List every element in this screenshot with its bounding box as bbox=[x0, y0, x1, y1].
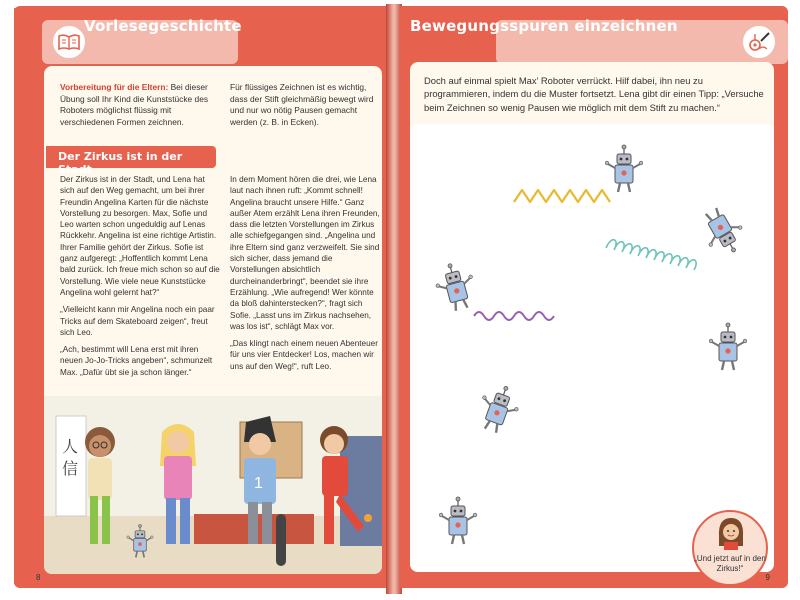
story-paragraph: Der Zirkus ist in der Stadt, und Lena hat sich auf den Weg gemacht, um bei ihrer Freundin Angelina Karten für die nächste Vorstellung zu besorgen. Max, Sofie und Leo warten schon ungeduldig auf Lenas Rückkehr. Angelina ist eine richtige Artistin. Ihrer Familie gehört der Zirkus. Sofie ist ganz aufgeregt: „Hoffentlich kommt Lena bald zurück. Ich freue mich schon so auf die Vorstellung. Wie viele neue Kunststücke Angelina wohl gelernt hat?“ bbox=[60, 175, 220, 297]
page-number: 8 bbox=[36, 573, 41, 582]
robot-icon bbox=[605, 145, 643, 192]
story-column-2 bbox=[230, 174, 380, 378]
book-icon bbox=[50, 23, 88, 61]
drawing-area[interactable] bbox=[410, 124, 774, 572]
page-title: Vorlesegeschichte bbox=[84, 17, 242, 35]
prep-text: Bei dieser Übung soll Ihr Kind die Kunststücke des Roboters möglichst flüssig mit verschiedenen Formen zeichnen. bbox=[60, 82, 209, 127]
story-paragraph: In dem Moment hören die drei, wie Lena laut nach ihnen ruft: „Kommt schnell! Angelina braucht unsere Hilfe.“ Ganz außer Atem erzählt Lena ihren Freunden, dass die letzten Vorstellungen im Zirkus alle schiefgegangen sind. „Angelina und ihre Eltern sind ganz verzweifelt. Sie sind sich sicher, dass jemand die Vorstellungen absichtlich durcheinanderbringt“, beendet sie ihre Erzählung. „Wie aufregend! Wer könnte da bloß dahinterstecken?“, fragt sich Sofie. „Lasst uns im Zirkus nachsehen, was los ist“, schlägt Max vor. bbox=[230, 175, 380, 331]
exercise-panel bbox=[410, 62, 774, 572]
right-page bbox=[400, 6, 788, 588]
loop-pattern bbox=[606, 240, 696, 270]
robot-pen-icon bbox=[740, 23, 778, 61]
story-column-1 bbox=[60, 174, 220, 384]
svg-text:信: 信 bbox=[62, 459, 79, 478]
section-heading: Der Zirkus ist in der Stadt bbox=[46, 146, 216, 168]
prep-note-right: Für flüssiges Zeichnen ist es wichtig, dass der Stift gleichmäßig bewegt wird und nur wo nötig Pausen gemacht werden (z. B. in Ecken). bbox=[230, 82, 374, 127]
parent-preparation-note bbox=[60, 82, 218, 128]
svg-text:人: 人 bbox=[62, 437, 79, 456]
speech-bubble bbox=[692, 510, 768, 586]
story-paragraph: „Das klingt nach einem neuen Abenteuer für uns vier Entdecker! Los, machen wir uns auf den Weg!“, ruft Leo. bbox=[230, 339, 378, 371]
page-number: 9 bbox=[765, 573, 770, 582]
robot-icon bbox=[695, 202, 751, 262]
robot-icon bbox=[473, 380, 524, 437]
left-page bbox=[14, 6, 388, 588]
lena-avatar bbox=[716, 516, 746, 550]
robot-icon bbox=[431, 259, 479, 314]
svg-text:1: 1 bbox=[254, 475, 263, 492]
story-panel bbox=[44, 66, 382, 574]
zigzag-pattern bbox=[514, 190, 610, 202]
robot-icon bbox=[439, 497, 477, 544]
exercise-instructions: Doch auf einmal spielt Max’ Roboter verrückt. Hilf dabei, ihn neu zu programmieren, indem du die Muster fortsetzt. Lena gibt dir einen Tipp: „Versuche beim Zeichnen so wenig Pausen wie möglich mit dem Stift zu machen.“ bbox=[424, 75, 764, 113]
story-paragraph: „Ach, bestimmt will Lena erst mit ihren neuen Jo-Jo-Tricks angeben“, schmunzelt Max. „Dafür übt sie ja schon länger.“ bbox=[60, 345, 213, 377]
page-title: Bewegungsspuren einzeichnen bbox=[410, 17, 678, 35]
story-paragraph: „Vielleicht kann mir Angelina noch ein paar Tricks auf dem Skateboard zeigen“, freut sich Leo. bbox=[60, 305, 215, 337]
wave-pattern bbox=[474, 312, 554, 320]
bubble-text: „Und jetzt auf in den Zirkus!“ bbox=[694, 554, 766, 573]
kids-illustration bbox=[44, 396, 382, 574]
robot-icon bbox=[709, 323, 747, 370]
prep-label: Vorbereitung für die Eltern: bbox=[60, 82, 169, 92]
